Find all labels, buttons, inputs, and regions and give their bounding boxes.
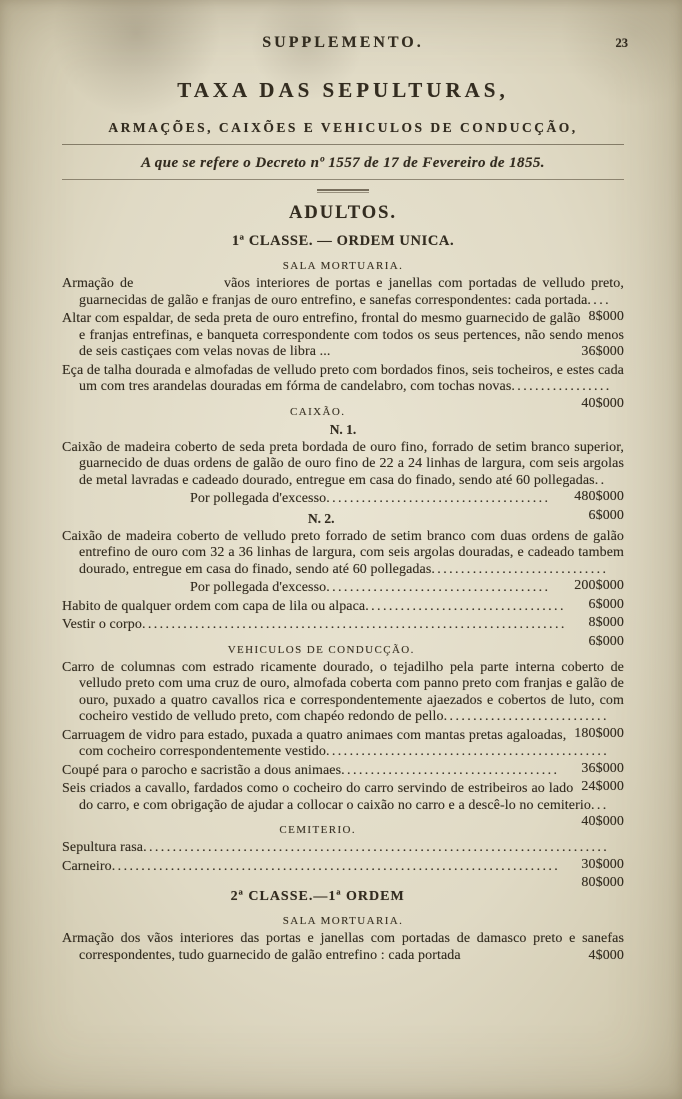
dot-leader: ........................................................................ [141, 617, 567, 633]
section-heading: CAIXÃO. [290, 405, 346, 418]
fee-entry [62, 760, 624, 795]
fee-entry [62, 276, 624, 325]
section-heading: CEMITERIO. [279, 824, 357, 837]
fee-entry [62, 311, 624, 361]
fee-entry-text: Carro de columnas com estrado ricamente dourado, o tejadilho pela parte interna coberto de velludo preto com uma cruz de ouro, almofada coberta com panno preto com franjas e galão de ouro, puxado a quatro cavallos rica e correspondentemente ajaezados e cobertos de luto, com cocheiro vestido de velludo preto, com chapéo redondo de pello [62, 659, 624, 725]
dot-leader: ............................................................................ [111, 858, 561, 874]
page-header [62, 34, 628, 54]
dot-leader: .... [587, 292, 611, 308]
fee-price: 30$000 [581, 856, 624, 872]
fee-entry-text: Armação de vãos interiores de portas e janellas com portadas de velludo preto, guarnecidas de galão e franjas de ouro entrefino, e sanefas correspondentes: cada portada [62, 276, 624, 308]
coffin-number-heading: N. 2. [307, 510, 335, 526]
fee-entry-text: Habito de qualquer ordem com capa de lila ou alpaca [62, 598, 366, 614]
fee-entry [62, 856, 624, 891]
dot-leader: ............................ [443, 709, 609, 725]
decree-line: A que se refere o Decreto nº 1557 de 17 de Fevereiro de 1855. [62, 155, 624, 180]
page-number: 23 [615, 36, 628, 50]
fee-entry [62, 362, 624, 411]
fee-entry [62, 931, 624, 964]
fee-price: 6$000 [588, 596, 624, 612]
running-head: SUPPLEMENTO. [262, 34, 424, 51]
dot-leader: .................................. [365, 598, 566, 614]
fee-price: 40$000 [581, 395, 624, 411]
fee-price: 8$000 [588, 309, 624, 325]
fee-entry-text: Caixão de madeira coberto de seda preta bordada de ouro fino, forrado de setim branco superior, guarnecido de duas ordens de galão de ouro fino de 22 a 24 linhas de largura, com seis argolas de metal lavradas e cadeado dourado, entregue em casa do finado, sendo até 60 pollegadas [62, 439, 624, 488]
fee-entry-text: Eça de talha dourada e almofadas de velludo preto com bordados finos, seis tocheiros, e estes cada um com tres arandelas douradas em fórma de candelabro, com tochas novas [62, 362, 624, 395]
fee-price: 480$000 [574, 489, 624, 505]
class-heading: 2ª CLASSE.—1ª ORDEM [230, 889, 405, 905]
fee-entry-text: Armação dos vãos interiores das portas e janellas com portadas de damasco preto e sanefas correspondentes, tudo guarnecido de galão entrefino : cada portada [62, 931, 624, 963]
fee-price: 180$000 [574, 725, 624, 741]
section-title-adultos: ADULTOS. [288, 203, 398, 223]
fee-price: 40$000 [581, 814, 624, 830]
dot-leader: ..................................... [341, 762, 560, 778]
fee-entry-text: Por pollegada d'excesso [190, 491, 327, 507]
fee-price: 36$000 [581, 760, 624, 776]
fee-price: 8$000 [588, 615, 624, 631]
fee-price: 80$000 [581, 875, 624, 891]
dot-leader: ...................................... [326, 580, 551, 596]
fee-price: 200$000 [574, 578, 624, 594]
fee-entry [62, 617, 624, 649]
coffin-number-heading: N. 1. [329, 421, 357, 437]
dot-leader: .. [594, 472, 607, 488]
section-heading: SALA MORTUARIA. [282, 260, 404, 272]
ornament-divider [317, 189, 369, 193]
dot-leader: ................. [511, 379, 612, 395]
fee-entry-text: Por pollegada d'excesso [190, 580, 327, 596]
section-heading: VEHICULOS DE CONDUCÇÃO. [227, 643, 415, 656]
dot-leader: .............................. [431, 561, 609, 577]
section-heading: SALA MORTUARIA. [282, 915, 404, 928]
fee-entry [62, 659, 624, 741]
class-heading: 1ª CLASSE. — ORDEM UNICA. [231, 233, 455, 249]
fee-price: 4$000 [588, 947, 624, 963]
fee-schedule [62, 260, 624, 964]
dot-leader: ............................................................................... [143, 840, 610, 856]
dot-leader: ...................................... [326, 491, 551, 507]
fee-entry-text: Seis criados a cavallo, fardados como o cocheiro do carro servindo de estribeiros ao lado do carro, e com obrigação de ajudar a collocar o caixão no carro e a descê-lo no cemiterio [62, 781, 591, 813]
fee-price: 6$000 [588, 507, 624, 523]
fee-entry-text: Sepultura rasa [62, 840, 144, 856]
fee-entry-text: Carruagem de vidro para estado, puxada a quatro animaes com mantas pretas agaloadas, com cocheiro correspondentemente vestido [62, 727, 567, 760]
document-title: TAXA DAS SEPULTURAS, [177, 78, 509, 102]
fee-entry-text: Carneiro [62, 858, 112, 874]
fee-entry-text: Vestir o corpo [62, 617, 142, 633]
fee-entry-text: Caixão de madeira coberto de velludo preto forrado de setim branco com duas ordens de galão entrefino de ouro com 32 a 36 linhas de largura, com seis argolas douradas, e cadeado tambem dourado, entregue em casa do finado, sendo até 60 pollegadas [62, 528, 624, 577]
dot-leader: ................................................ [325, 744, 610, 760]
fee-price: 6$000 [588, 633, 624, 649]
fee-price: 24$000 [581, 779, 624, 795]
fee-entry-text: Altar com espaldar, de seda preta de ouro entrefino, frontal do mesmo guarnecido de galão e franjas entrefinas, e banqueta correspondente com todos os seus pertences, não sendo menos de seis castiçaes com velas novas de libra ... [62, 311, 624, 360]
fee-price: 36$000 [581, 344, 624, 360]
document-subtitle: ARMAÇÕES, CAIXÕES E VEHICULOS DE CONDUCÇÃO, [62, 120, 624, 145]
dot-leader: ... [590, 797, 609, 813]
fee-entry [62, 781, 624, 830]
fee-entry-text: Coupé para o parocho e sacristão a dous animaes [62, 762, 342, 778]
